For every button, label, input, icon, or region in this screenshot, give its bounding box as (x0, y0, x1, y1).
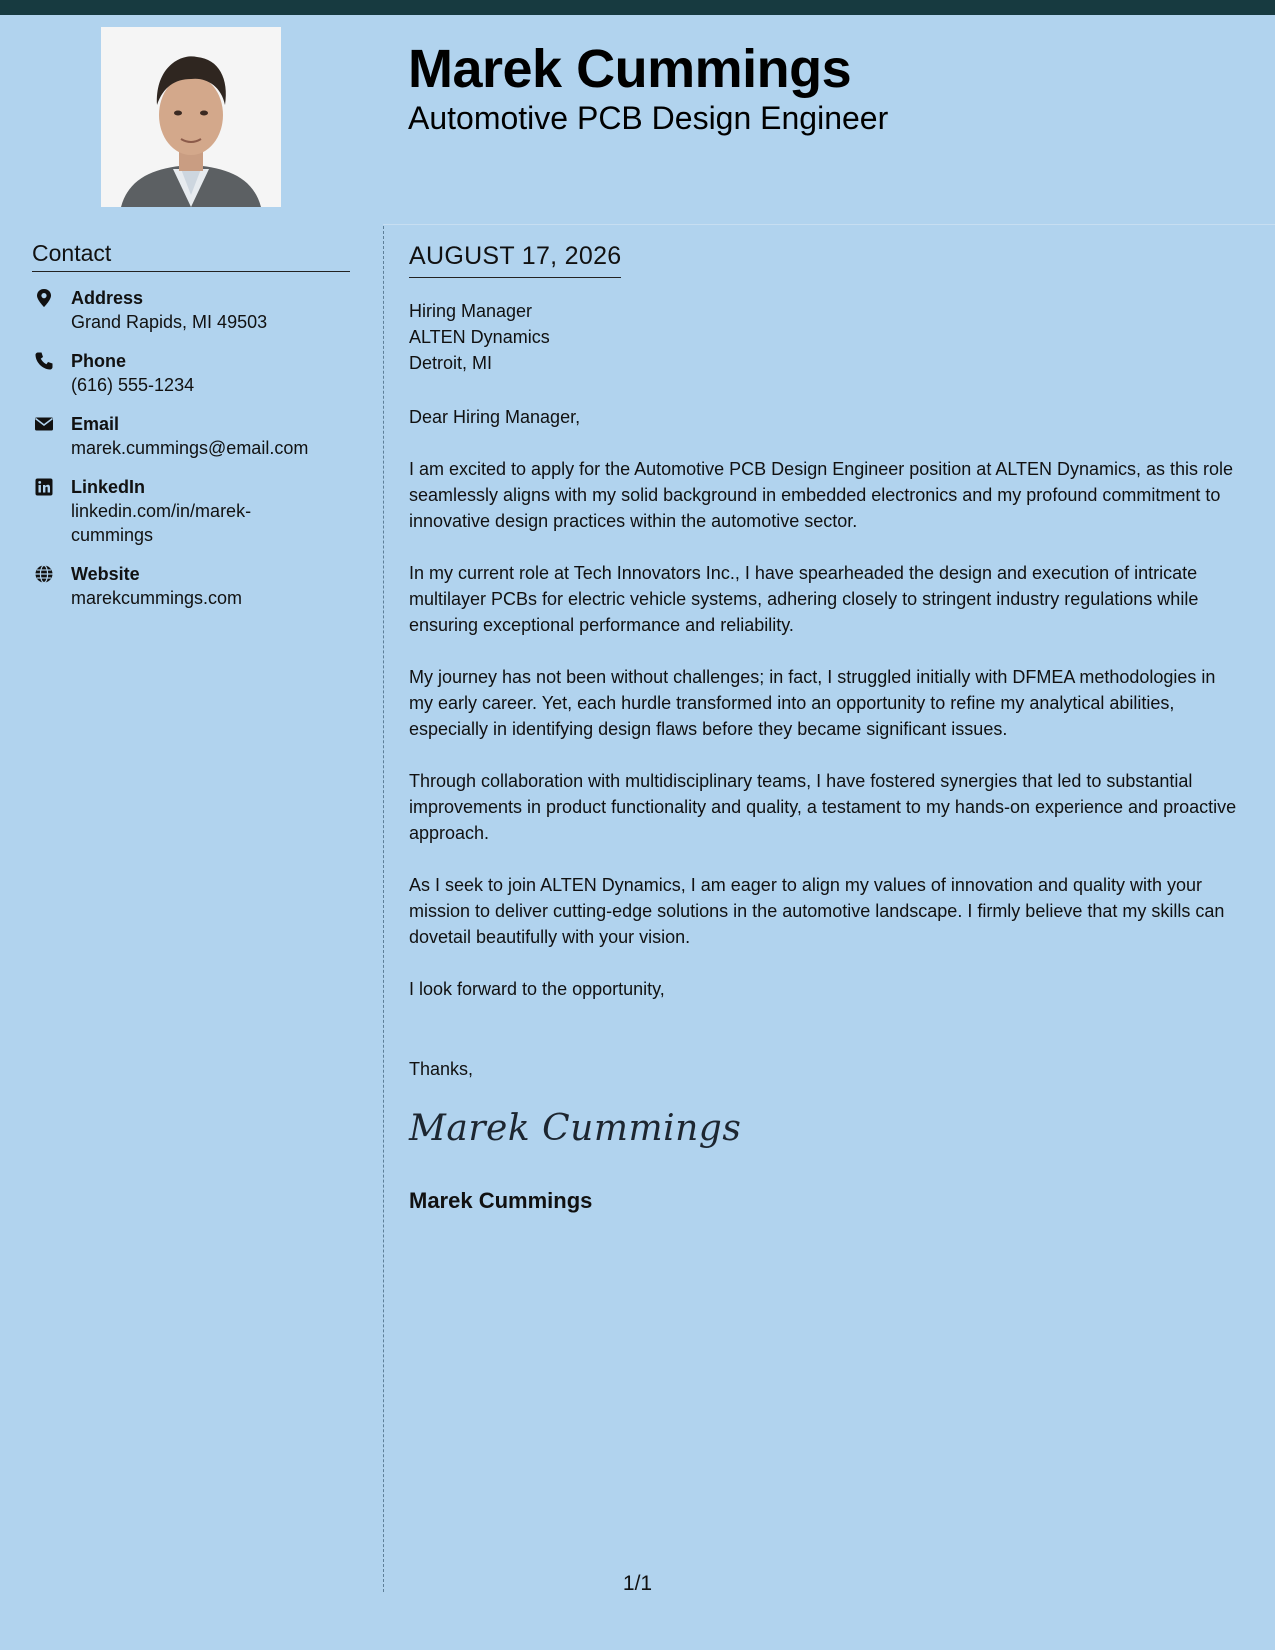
linkedin-line-1: linkedin.com/in/marek- (71, 501, 252, 521)
contact-address (32, 286, 350, 334)
envelope-icon (34, 414, 54, 434)
linkedin-icon (34, 477, 54, 497)
paragraph: My journey has not been without challenges; in fact, I struggled initially with DFMEA methodologies in my early career. Yet, each hurdle transformed into an opportunity to refine my analytical abilities, especially in identifying design flaws before they became significant issues. (409, 667, 1216, 739)
contact-phone (32, 349, 350, 397)
paragraph: Through collaboration with multidisciplinary teams, I have fostered synergies that led to substantial improvements in product functionality and quality, a testament to my hands-on experience and proactive approach. (409, 771, 1237, 843)
phone-value: (616) 555-1234 (71, 375, 195, 395)
map-pin-icon (34, 288, 54, 308)
contact-sidebar (32, 240, 350, 625)
contact-label: Phone (71, 351, 127, 371)
contact-label: Website (71, 564, 140, 584)
contact-label: Address (71, 288, 144, 308)
closing-line: I look forward to the opportunity, (409, 979, 665, 999)
signed-name: Marek Cummings (409, 1188, 593, 1213)
header-divider (383, 224, 1275, 225)
globe-icon (34, 564, 54, 584)
contact-website (32, 562, 350, 610)
signoff: Thanks, (409, 1059, 474, 1079)
paragraph: In my current role at Tech Innovators Inc., I have spearheaded the design and execution of intricate multilayer PCBs for electric vehicle systems, adhering closely to stringent industry regulations while ensuring exceptional performance and reliability. (409, 563, 1199, 635)
profile-photo (101, 27, 281, 207)
recipient-company: ALTEN Dynamics (409, 327, 550, 347)
top-accent-bar (0, 0, 1275, 15)
email-link[interactable]: marek.cummings@email.com (71, 438, 309, 458)
linkedin-line-2: cummings (71, 525, 154, 545)
contact-label: Email (71, 414, 120, 434)
paragraph: I am excited to apply for the Automotive PCB Design Engineer position at ALTEN Dynamics, as this role seamlessly aligns with my solid background in embedded electronics and my profound commitment to innovative design practices within the automotive sector. (409, 459, 1234, 531)
contact-label: LinkedIn (71, 477, 146, 497)
recipient-name: Hiring Manager (409, 301, 533, 321)
salutation: Dear Hiring Manager, (409, 407, 581, 427)
letter-body (409, 242, 1239, 1214)
recipient-location: Detroit, MI (409, 353, 493, 373)
website-link[interactable]: marekcummings.com (71, 588, 243, 608)
job-title: Automotive PCB Design Engineer (408, 100, 889, 136)
applicant-name: Marek Cummings (408, 39, 852, 99)
contact-email (32, 412, 350, 460)
letter-date: AUGUST 17, 2026 (409, 242, 621, 278)
column-divider (383, 226, 384, 1592)
linkedin-link[interactable] (71, 499, 350, 547)
contact-linkedin (32, 475, 350, 547)
address-value: Grand Rapids, MI 49503 (71, 312, 268, 332)
recipient-block (409, 298, 1239, 376)
phone-icon (34, 351, 54, 371)
paragraph: As I seek to join ALTEN Dynamics, I am eager to align my values of innovation and quality with your mission to deliver cutting-edge solutions in the automotive landscape. I firmly believe that my skills can dovetail beautifully with your vision. (409, 875, 1225, 947)
handwritten-signature: Marek Cummings (409, 1108, 742, 1149)
page-number: 1/1 (622, 1572, 653, 1595)
contact-heading: Contact (32, 240, 350, 272)
